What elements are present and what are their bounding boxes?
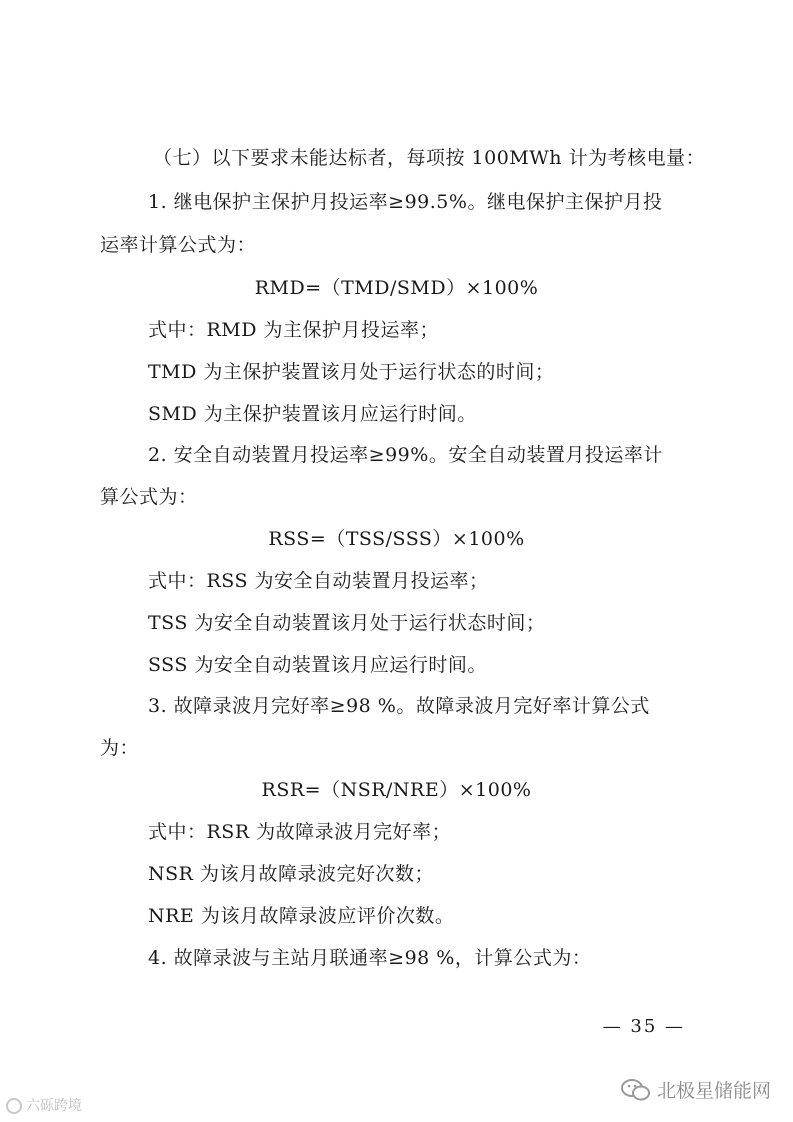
doc-line: 2. 安全自动装置月投运率≥99%。安全自动装置月投运率计 [148, 444, 663, 466]
wechat-icon [621, 1079, 651, 1101]
doc-line: NSR 为该月故障录波完好次数； [148, 863, 434, 885]
watermark-logo-icon [6, 1098, 22, 1114]
doc-line: （七）以下要求未能达标者，每项按 100MWh 计为考核电量： [153, 147, 706, 169]
doc-line: NRE 为该月故障录波应评价次数。 [148, 905, 455, 927]
doc-line: SMD 为主保护装置该月应运行时间。 [148, 403, 477, 425]
doc-line: 式中：RMD 为主保护月投运率； [148, 319, 440, 341]
doc-line: 1. 继电保护主保护月投运率≥99.5%。继电保护主保护月投 [148, 191, 663, 213]
doc-line: TSS 为安全自动装置该月处于运行状态时间； [148, 612, 546, 634]
doc-line: 4. 故障录波与主站月联通率≥98 %，计算公式为： [148, 947, 592, 969]
watermark-left [6, 1095, 82, 1115]
formula-line: RSS=（TSS/SSS）×100% [268, 528, 525, 550]
doc-line: 式中：RSS 为安全自动装置月投运率； [148, 570, 489, 592]
doc-line: TMD 为主保护装置该月处于运行状态的时间； [148, 361, 555, 383]
watermark-left-text: 六砾跨境 [26, 1098, 82, 1114]
doc-line: 算公式为： [100, 486, 198, 508]
page-number: — 35 — [602, 1016, 685, 1037]
doc-line: 3. 故障录波月完好率≥98 %。故障录波月完好率计算公式 [148, 695, 650, 717]
watermark-right [621, 1076, 771, 1103]
doc-line: 式中：RSR 为故障录波月完好率； [148, 821, 452, 843]
doc-line: 为： [100, 737, 140, 759]
watermark-right-text: 北极星储能网 [656, 1080, 771, 1102]
doc-line: 运率计算公式为： [100, 234, 257, 256]
formula-line: RSR=（NSR/NRE）×100% [261, 779, 532, 801]
doc-line: SSS 为安全自动装置该月应运行时间。 [148, 654, 487, 676]
formula-line: RMD=（TMD/SMD）×100% [254, 277, 539, 299]
